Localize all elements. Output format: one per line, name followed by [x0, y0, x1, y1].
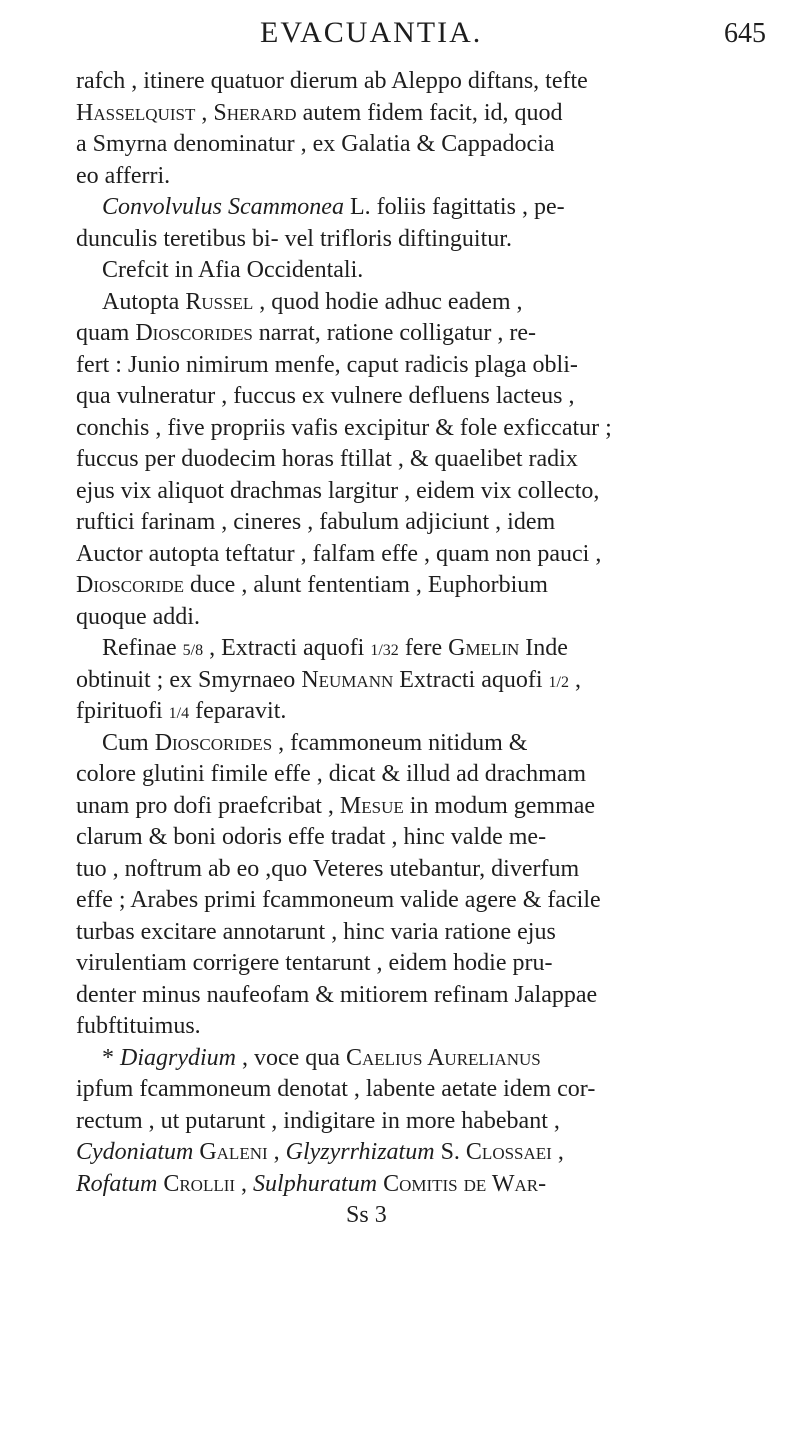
text-segment: colore glutini fimile effe , dicat & illud ad drachmam	[76, 761, 587, 787]
text-segment: eo afferri.	[76, 162, 171, 189]
text-segment: quoque addi.	[76, 603, 200, 630]
italic-term: Sulphuratum	[253, 1170, 378, 1197]
text-line	[76, 1106, 772, 1138]
name-small-caps: Gmelin	[448, 635, 520, 661]
text-segment: fuccus per duodecim horas ftillat , & quaelibet radix	[76, 446, 578, 472]
text-segment: rectum , ut putarunt , indigitare in more habebant ,	[76, 1107, 560, 1134]
text-line	[76, 1169, 772, 1201]
text-line	[76, 507, 772, 539]
name-small-caps: Neumann	[301, 666, 394, 693]
fraction: 1/2	[548, 673, 569, 691]
text-line	[76, 665, 772, 697]
text-segment: effe ; Arabes primi fcammoneum valide agere & facile	[76, 887, 601, 913]
page-header	[0, 4, 800, 58]
italic-term: Rofatum	[76, 1170, 158, 1197]
name-small-caps: Sherard	[213, 99, 297, 126]
text-segment: dunculis teretibus bi- vel trifloris diftinguitur.	[76, 225, 512, 252]
text-segment: , voce qua	[236, 1044, 346, 1071]
text-segment: clarum & boni odoris effe tradat , hinc valde me-	[76, 824, 547, 850]
text-segment: ejus vix aliquot drachmas largitur , eidem vix collecto,	[76, 477, 600, 504]
fraction: 1/4	[168, 705, 190, 722]
text-line	[76, 444, 772, 476]
text-segment: virulentiam corrigere tentarunt , eidem hodie pru-	[76, 950, 553, 976]
text-segment: feparavit.	[189, 698, 287, 724]
text-segment: S.	[434, 1139, 466, 1165]
text-segment: ,	[235, 1170, 254, 1197]
text-segment: rafch , itinere quatuor dierum ab Aleppo diftans, tefte	[76, 68, 588, 94]
text-segment: quam	[76, 320, 136, 346]
name-small-caps: Galeni	[199, 1139, 268, 1165]
text-line	[76, 1011, 772, 1043]
text-line	[76, 1043, 772, 1075]
text-segment: ruftici farinam , cineres , fabulum adjiciunt , idem	[76, 509, 556, 535]
text-line	[76, 255, 772, 287]
text-segment: tuo , noftrum ab eo ,quo Veteres utebantur, diverfum	[76, 855, 580, 882]
fraction: 5/8	[182, 642, 204, 659]
text-segment: denter minus naufeofam & mitiorem refinam Jalappae	[76, 981, 598, 1008]
text-segment: duce , alunt fententiam , Euphorbium	[184, 572, 548, 598]
text-segment: L. foliis fagittatis , pe-	[343, 194, 565, 220]
name-small-caps: Crollii	[163, 1170, 236, 1197]
text-line	[76, 413, 772, 445]
text-segment: *	[102, 1044, 120, 1071]
italic-term: Convolvulus Scammonea	[102, 194, 344, 220]
name-small-caps: Comitis de War-	[383, 1170, 547, 1197]
text-line	[76, 350, 772, 382]
text-segment: Autopta	[102, 288, 186, 315]
text-line	[76, 287, 772, 319]
text-segment: ,	[267, 1139, 286, 1165]
text-segment: qua vulneratur , fuccus ex vulnere defluens lacteus ,	[76, 383, 575, 409]
text-segment: fubftituimus.	[76, 1013, 201, 1039]
text-line	[76, 161, 772, 193]
text-line	[76, 822, 772, 854]
text-segment: Extracti aquofi	[393, 666, 549, 693]
text-segment: autem fidem facit, id, quod	[296, 99, 563, 126]
signature-mark	[76, 1200, 772, 1232]
text-segment: , fcammoneum nitidum &	[272, 729, 528, 756]
text-segment: ,	[551, 1139, 564, 1165]
text-segment: , quod hodie adhuc eadem ,	[253, 288, 523, 315]
running-head: EVACUANTIA.	[260, 16, 483, 49]
text-line	[76, 633, 772, 665]
name-small-caps: Russel	[185, 288, 254, 315]
text-line	[76, 1074, 772, 1106]
text-segment: in modum gemmae	[403, 792, 596, 819]
name-small-caps: Hasselquist	[76, 99, 196, 126]
name-small-caps: Dioscorides	[135, 320, 253, 346]
text-line	[76, 917, 772, 949]
text-segment: narrat, ratione colligatur , re-	[252, 320, 536, 346]
text-line	[76, 570, 772, 602]
name-small-caps: Mesue	[339, 792, 404, 819]
body-text	[76, 66, 772, 1232]
text-segment: unam pro dofi praefcribat ,	[76, 792, 340, 819]
name-small-caps: Caelius Aurelianus	[345, 1044, 541, 1071]
text-segment: Refinae	[102, 635, 183, 661]
text-line	[76, 759, 772, 791]
italic-term: Cydoniatum	[76, 1139, 194, 1165]
text-line	[76, 66, 772, 98]
text-line	[76, 318, 772, 350]
text-segment: ipfum fcammoneum denotat , labente aetate idem cor-	[76, 1076, 596, 1102]
text-segment: conchis , five propriis vafis excipitur & fole exficcatur ;	[76, 414, 612, 441]
text-segment: fert : Junio nimirum menfe, caput radicis plaga obli-	[76, 351, 578, 378]
name-small-caps: Dioscorides	[154, 729, 273, 756]
text-segment: a Smyrna denominatur , ex Galatia & Cappadocia	[76, 131, 555, 157]
text-segment: Ss 3	[346, 1202, 387, 1228]
text-line	[76, 224, 772, 256]
text-line	[76, 791, 772, 823]
italic-term: Diagrydium	[120, 1044, 236, 1071]
text-line	[76, 192, 772, 224]
text-line	[76, 476, 772, 508]
text-line	[76, 381, 772, 413]
text-segment: Cum	[102, 729, 155, 756]
text-line	[76, 885, 772, 917]
fraction: 1/32	[370, 642, 399, 659]
italic-term: Glyzyrrhizatum	[285, 1139, 435, 1165]
text-segment: turbas excitare annotarunt , hinc varia ratione ejus	[76, 918, 556, 945]
name-small-caps: Clossaei	[465, 1139, 552, 1165]
text-segment: , Extracti aquofi	[203, 635, 371, 661]
text-segment: obtinuit ; ex Smyrnaeo	[76, 666, 302, 693]
text-segment: Inde	[519, 635, 568, 661]
text-line	[76, 602, 772, 634]
text-line	[76, 854, 772, 886]
text-line	[76, 948, 772, 980]
page-number: 645	[724, 18, 766, 49]
text-segment: fere	[398, 635, 449, 661]
text-segment: Auctor autopta teftatur , falfam effe , quam non pauci ,	[76, 540, 602, 567]
name-small-caps: Dioscoride	[76, 572, 185, 598]
text-segment: fpirituofi	[76, 698, 169, 724]
text-line	[76, 129, 772, 161]
text-line	[76, 1137, 772, 1169]
text-segment: ,	[569, 666, 581, 693]
text-line	[76, 980, 772, 1012]
text-line	[76, 539, 772, 571]
text-line	[76, 98, 772, 130]
text-segment: Crefcit in Afia Occidentali.	[102, 257, 364, 283]
text-line	[76, 728, 772, 760]
text-segment: ,	[195, 99, 214, 126]
text-line	[76, 696, 772, 728]
